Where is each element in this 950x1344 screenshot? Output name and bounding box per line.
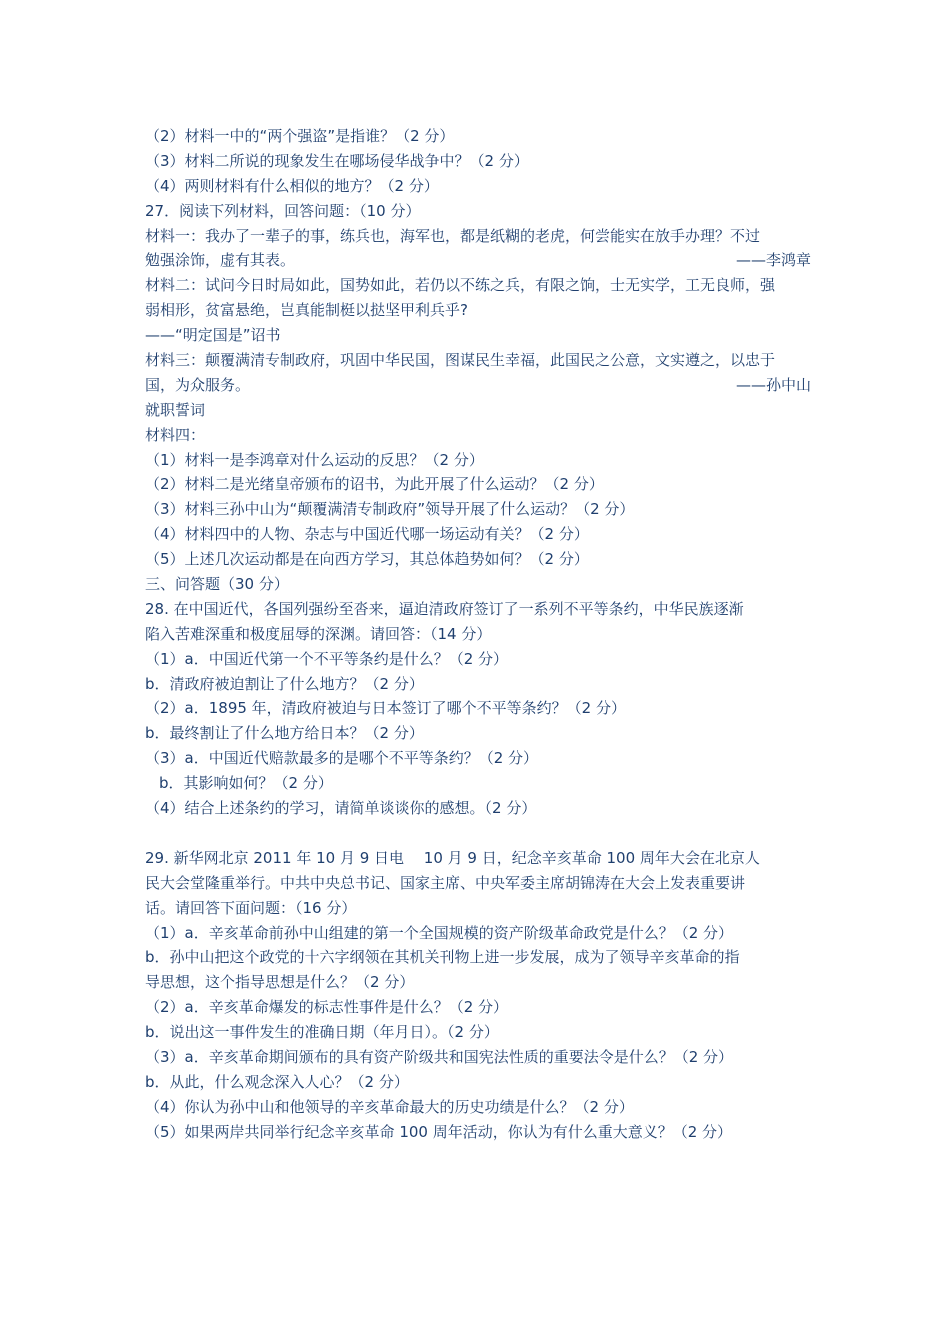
q29-item-1a: （1）a．辛亥革命前孙中山组建的第一个全国规模的资产阶级革命政党是什么？（2 分）: [145, 923, 734, 942]
q27-question-3: （3）材料三孙中山为“颠覆满清专制政府”领导开展了什么运动？（2 分）: [145, 500, 635, 519]
q29-item-5: （5）如果两岸共同举行纪念辛亥革命 100 周年活动，你认为有什么重大意义？（2 分）: [145, 1122, 733, 1141]
q27-material1-source: ——李鸿章: [735, 251, 811, 270]
q29-item-1b-line1: b．孙中山把这个政党的十六字纲领在其机关刊物上进一步发展，成为了领导辛亥革命的指: [145, 948, 740, 967]
q26-sub-4: （4）两则材料有什么相似的地方？（2 分）: [145, 176, 439, 195]
q29-item-3b: b．从此，什么观念深入人心？（2 分）: [145, 1072, 409, 1091]
q29-intro-line2: 民大会堂隆重举行。中共中央总书记、国家主席、中央军委主席胡锦涛在大会上发表重要讲: [145, 873, 746, 892]
q27-material4: 材料四：: [145, 425, 206, 444]
q27-material2-line1: 材料二：试问今日时局如此，国势如此，若仍以不练之兵，有限之饷，士无实学，工无良师，强: [145, 276, 776, 295]
q28-item-2a: （2）a．1895 年，清政府被迫与日本签订了哪个不平等条约？（2 分）: [145, 699, 626, 718]
q29-item-4: （4）你认为孙中山和他领导的辛亥革命最大的历史功绩是什么？（2 分）: [145, 1097, 634, 1116]
q29-item-2b: b．说出这一事件发生的准确日期（年月日）。（2 分）: [145, 1023, 499, 1042]
q28-item-3b: b．其影响如何？（2 分）: [159, 774, 333, 793]
q29-intro-line1: 29. 新华网北京 2011 年 10 月 9 日电 10 月 9 日，纪念辛亥革命 100 周年大会在北京人: [145, 848, 760, 867]
q28-item-2b: b．最终割让了什么地方给日本？（2 分）: [145, 724, 424, 743]
q28-intro-line1: 28. 在中国近代，各国列强纷至沓来，逼迫清政府签订了一系列不平等条约，中华民族逐渐: [145, 599, 744, 618]
q27-material3-line2: [145, 373, 811, 398]
q27-material3-source: ——孙中山: [735, 375, 811, 394]
q29-intro-line3: 话。请回答下面问题：（16 分）: [145, 898, 357, 917]
q28-item-1a: （1）a．中国近代第一个不平等条约是什么？（2 分）: [145, 649, 509, 668]
q29-item-2a: （2）a．辛亥革命爆发的标志性事件是什么？（2 分）: [145, 998, 509, 1017]
q27-question-2: （2）材料二是光绪皇帝颁布的诏书，为此开展了什么运动？（2 分）: [145, 475, 604, 494]
q27-material3-text: 国，为众服务。: [145, 375, 251, 394]
q26-sub-2: （2）材料一中的“两个强盗”是指谁？（2 分）: [145, 127, 455, 145]
exam-page: [145, 124, 811, 1145]
q27-material1-line1: 材料一：我办了一辈子的事，练兵也，海军也，都是纸糊的老虎，何尝能实在放手办理？不过: [145, 226, 761, 245]
q27-question-5: （5）上述几次运动都是在向西方学习，其总体趋势如何？（2 分）: [145, 550, 589, 569]
q28-item-1b: b．清政府被迫割让了什么地方？（2 分）: [145, 674, 424, 693]
q29-item-1b-line2: 导思想，这个指导思想是什么？（2 分）: [145, 973, 415, 992]
section-3-heading: 三、问答题（30 分）: [145, 575, 289, 594]
q27-material3-source-cont: 就职誓词: [145, 400, 206, 419]
q27-question-1: （1）材料一是李鸿章对什么运动的反思？（2 分）: [145, 450, 484, 469]
q27-material2-source: ——“明定国是”诏书: [145, 326, 281, 345]
q27-material1-text: 勉强涂饰，虚有其表。: [145, 251, 296, 270]
q27-question-4: （4）材料四中的人物、杂志与中国近代哪一场运动有关？（2 分）: [145, 525, 589, 544]
q26-sub-3: （3）材料二所说的现象发生在哪场侵华战争中？（2 分）: [145, 151, 529, 170]
q28-intro-line2: 陷入苦难深重和极度屈辱的深渊。请回答：（14 分）: [145, 624, 492, 643]
q28-item-3a: （3）a．中国近代赔款最多的是哪个不平等条约？（2 分）: [145, 749, 539, 768]
q27-material2-line2: 弱相形，贫富悬绝，岂真能制梃以挞坚甲利兵乎?: [145, 301, 468, 320]
spacer: [145, 821, 811, 846]
q27-heading: 27．阅读下列材料，回答问题：（10 分）: [145, 201, 421, 220]
q29-item-3a: （3）a．辛亥革命期间颁布的具有资产阶级共和国宪法性质的重要法令是什么？（2 分）: [145, 1047, 734, 1066]
q27-material3-line1: 材料三：颠覆满清专制政府，巩固中华民国，图谋民生幸福，此国民之公意，文实遵之，以忠于: [145, 351, 776, 370]
q28-item-4: （4）结合上述条约的学习，请简单谈谈你的感想。（2 分）: [145, 799, 537, 818]
q27-material1-line2: [145, 248, 811, 273]
